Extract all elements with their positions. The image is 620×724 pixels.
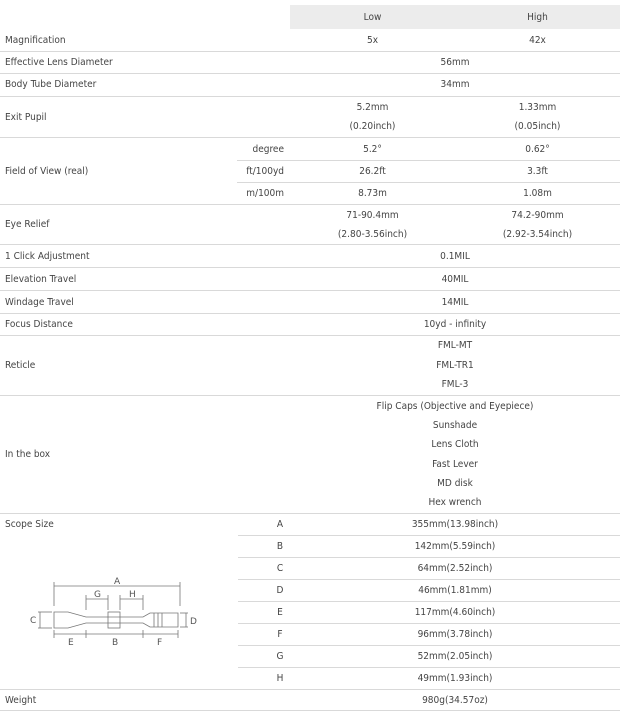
reticle-item: FML-TR1 xyxy=(436,359,474,371)
tube-diameter-value: 34mm xyxy=(440,79,470,90)
size-key-b: B xyxy=(276,541,284,552)
size-key-h: H xyxy=(276,673,284,684)
size-key-f: F xyxy=(277,629,283,640)
fov-degree-low: 5.2° xyxy=(363,143,382,155)
header-high: High xyxy=(455,5,620,29)
scope-dimension-diagram xyxy=(28,576,208,652)
focus-distance-label: Focus Distance xyxy=(5,319,73,330)
eye-relief-low xyxy=(290,205,455,244)
fov-unit-degree: degree xyxy=(252,143,284,155)
elevation-travel-value: 40MIL xyxy=(441,273,469,285)
exit-pupil-low-inch: (0.20inch) xyxy=(349,121,396,132)
reticle-label: Reticle xyxy=(5,360,36,371)
reticle-values xyxy=(290,336,620,395)
in-the-box-values xyxy=(290,396,620,513)
box-item: Sunshade xyxy=(432,419,478,431)
diagram-label-g: G xyxy=(94,590,101,600)
size-value-a: 355mm(13.98inch) xyxy=(411,519,499,530)
size-value-h: 49mm(1.93inch) xyxy=(417,673,493,684)
exit-pupil-high-inch: (0.05inch) xyxy=(514,121,561,132)
windage-travel-label: Windage Travel xyxy=(5,296,74,308)
diagram-label-f: F xyxy=(157,638,163,648)
box-item: Lens Cloth xyxy=(431,439,479,451)
fov-ft-low: 26.2ft xyxy=(359,166,386,177)
eye-relief-label: Eye Relief xyxy=(5,219,50,230)
fov-m-low: 8.73m xyxy=(358,188,387,199)
reticle-item: FML-3 xyxy=(441,379,469,391)
size-value-b: 142mm(5.59inch) xyxy=(414,541,496,552)
size-key-d: D xyxy=(276,585,284,596)
exit-pupil-high-mm: 1.33mm xyxy=(518,102,557,113)
magnification-high: 42x xyxy=(529,34,546,46)
in-the-box-label: In the box xyxy=(5,449,51,460)
box-item: MD disk xyxy=(437,477,473,489)
click-adjustment-label: 1 Click Adjustment xyxy=(5,250,90,262)
box-item: Fast Lever xyxy=(432,458,478,470)
size-value-d: 46mm(1.81mm) xyxy=(418,585,492,596)
size-key-c: C xyxy=(276,563,284,574)
fov-label: Field of View (real) xyxy=(5,165,89,177)
weight-label: Weight xyxy=(5,694,37,706)
size-value-g: 52mm(2.05inch) xyxy=(417,651,493,662)
eye-relief-low-inch: (2.80-3.56inch) xyxy=(337,228,408,240)
box-item: Hex wrench xyxy=(428,497,482,509)
fov-unit-ft: ft/100yd xyxy=(246,166,284,177)
exit-pupil-label: Exit Pupil xyxy=(5,111,47,123)
exit-pupil-low xyxy=(290,97,455,137)
eye-relief-high-inch: (2.92-3.54inch) xyxy=(502,228,573,240)
diagram-label-b: B xyxy=(112,638,119,648)
exit-pupil-high xyxy=(455,97,620,137)
lens-diameter-label: Effective Lens Diameter xyxy=(5,57,113,68)
eye-relief-high xyxy=(455,205,620,244)
size-key-e: E xyxy=(277,607,283,618)
focus-distance-value: 10yd - infinity xyxy=(423,319,487,330)
reticle-item: FML-MT xyxy=(437,340,473,352)
diagram-label-c: C xyxy=(30,616,37,626)
diagram-label-d: D xyxy=(190,617,197,627)
size-value-e: 117mm(4.60inch) xyxy=(414,607,496,618)
header-low: Low xyxy=(290,5,455,29)
tube-diameter-label: Body Tube Diameter xyxy=(5,79,97,90)
weight-value: 980g(34.57oz) xyxy=(422,694,488,706)
diagram-label-h: H xyxy=(129,590,136,600)
size-key-g: G xyxy=(276,651,284,662)
fov-m-high: 1.08m xyxy=(523,188,552,199)
scope-size-label: Scope Size xyxy=(5,519,54,530)
magnification-low: 5x xyxy=(366,34,379,46)
diagram-label-e: E xyxy=(68,638,74,648)
lens-diameter-value: 56mm xyxy=(440,57,470,68)
windage-travel-value: 14MIL xyxy=(441,296,469,308)
elevation-travel-label: Elevation Travel xyxy=(5,273,77,285)
size-key-a: A xyxy=(276,519,284,530)
size-value-c: 64mm(2.52inch) xyxy=(417,563,493,574)
fov-degree-high: 0.62° xyxy=(525,143,550,155)
size-value-f: 96mm(3.78inch) xyxy=(417,629,493,640)
eye-relief-low-mm: 71-90.4mm xyxy=(346,209,399,221)
eye-relief-high-mm: 74.2-90mm xyxy=(511,209,564,221)
click-adjustment-value: 0.1MIL xyxy=(440,250,470,262)
magnification-label: Magnification xyxy=(5,34,66,46)
fov-unit-m: m/100m xyxy=(246,188,284,199)
exit-pupil-low-mm: 5.2mm xyxy=(356,102,389,113)
fov-ft-high: 3.3ft xyxy=(527,166,548,177)
box-item: Flip Caps (Objective and Eyepiece) xyxy=(376,400,534,412)
diagram-label-a: A xyxy=(114,577,121,587)
